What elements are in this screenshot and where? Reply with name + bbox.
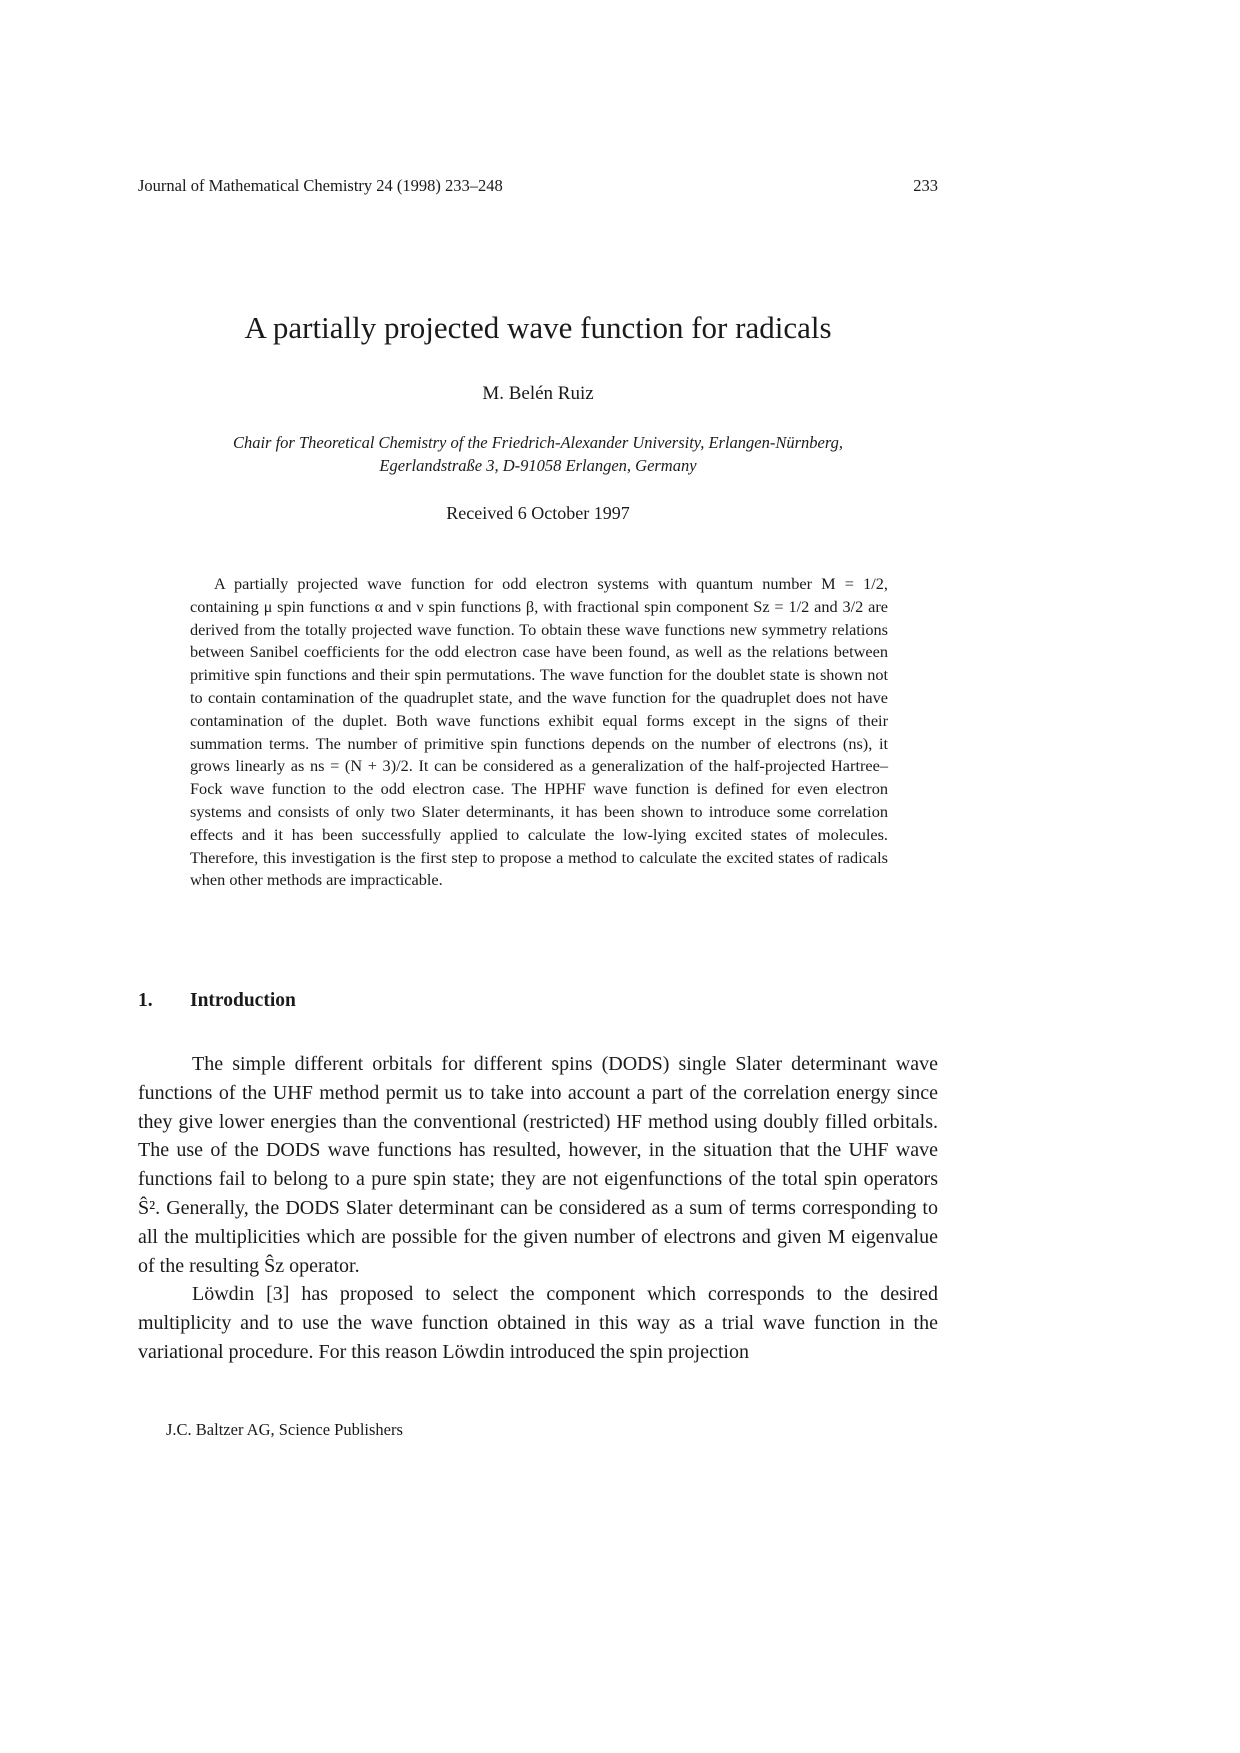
received-date: Received 6 October 1997 bbox=[446, 503, 630, 523]
body-text bbox=[138, 1050, 938, 1367]
body-paragraph: Löwdin [3] has proposed to select the component which corresponds to the desired multiplicity and to use the wave function obtained in this way as a trial wave function in the variational procedure. For this reason Löwdin introduced the spin projection bbox=[138, 1283, 938, 1363]
affiliation-line-2: Egerlandstraße 3, D-91058 Erlangen, Germany bbox=[379, 456, 697, 475]
journal-citation: Journal of Mathematical Chemistry 24 (1998) 233–248 bbox=[138, 176, 503, 195]
publisher-footer: J.C. Baltzer AG, Science Publishers bbox=[166, 1420, 403, 1439]
running-head bbox=[138, 176, 938, 196]
paper-title: A partially projected wave function for radicals bbox=[244, 310, 832, 345]
abstract: A partially projected wave function for odd electron systems with quantum number M = 1/2, containing μ spin functions α and ν spin functions β, with fractional spin component Sz = 1/2 and 3/2 are derived from the totally projected wave function. To obtain these wave functions new symmetry relations between Sanibel coefficients for the odd electron case have been found, as well as the relations between primitive spin functions and their spin permutations. The wave function for the doublet state is shown not to contain contamination of the quadruplet state, and the wave function for the quadruplet does not have contamination of the duplet. Both wave functions exhibit equal forms except in the signs of their summation terms. The number of primitive spin functions depends on the number of electrons (ns), it grows linearly as ns = (N + 3)/2. It can be considered as a generalization of the half-projected Hartree–Fock wave function to the odd electron case. The HPHF wave function is defined for even electron systems and consists of only two Slater determinants, it has been shown to introduce some correlation effects and it has been successfully applied to calculate the low-lying excited states of molecules. Therefore, this investigation is the first step to propose a method to calculate the excited states of radicals when other methods are impracticable. bbox=[190, 574, 888, 890]
section-title: Introduction bbox=[190, 990, 296, 1011]
body-paragraph: The simple different orbitals for different spins (DODS) single Slater determinant wave functions of the UHF method permit us to take into account a part of the correlation energy since they give lower energies than the conventional (restricted) HF method using doubly filled orbitals. The use of the DODS wave functions has resulted, however, in the situation that the UHF wave functions fail to belong to a pure spin state; they are not eigenfunctions of the total spin operators Ŝ². Generally, the DODS Slater determinant can be considered as a sum of terms corresponding to all the multiplicities which are possible for the given number of electrons and given M eigenvalue of the resulting Ŝz operator. bbox=[138, 1053, 938, 1277]
affiliation bbox=[138, 431, 938, 477]
section-heading bbox=[138, 990, 296, 1012]
page-number: 233 bbox=[913, 176, 938, 195]
affiliation-line-1: Chair for Theoretical Chemistry of the Friedrich-Alexander University, Erlangen-Nürnberg, bbox=[232, 433, 844, 452]
section-number: 1. bbox=[138, 990, 153, 1011]
author-name: M. Belén Ruiz bbox=[482, 383, 594, 404]
